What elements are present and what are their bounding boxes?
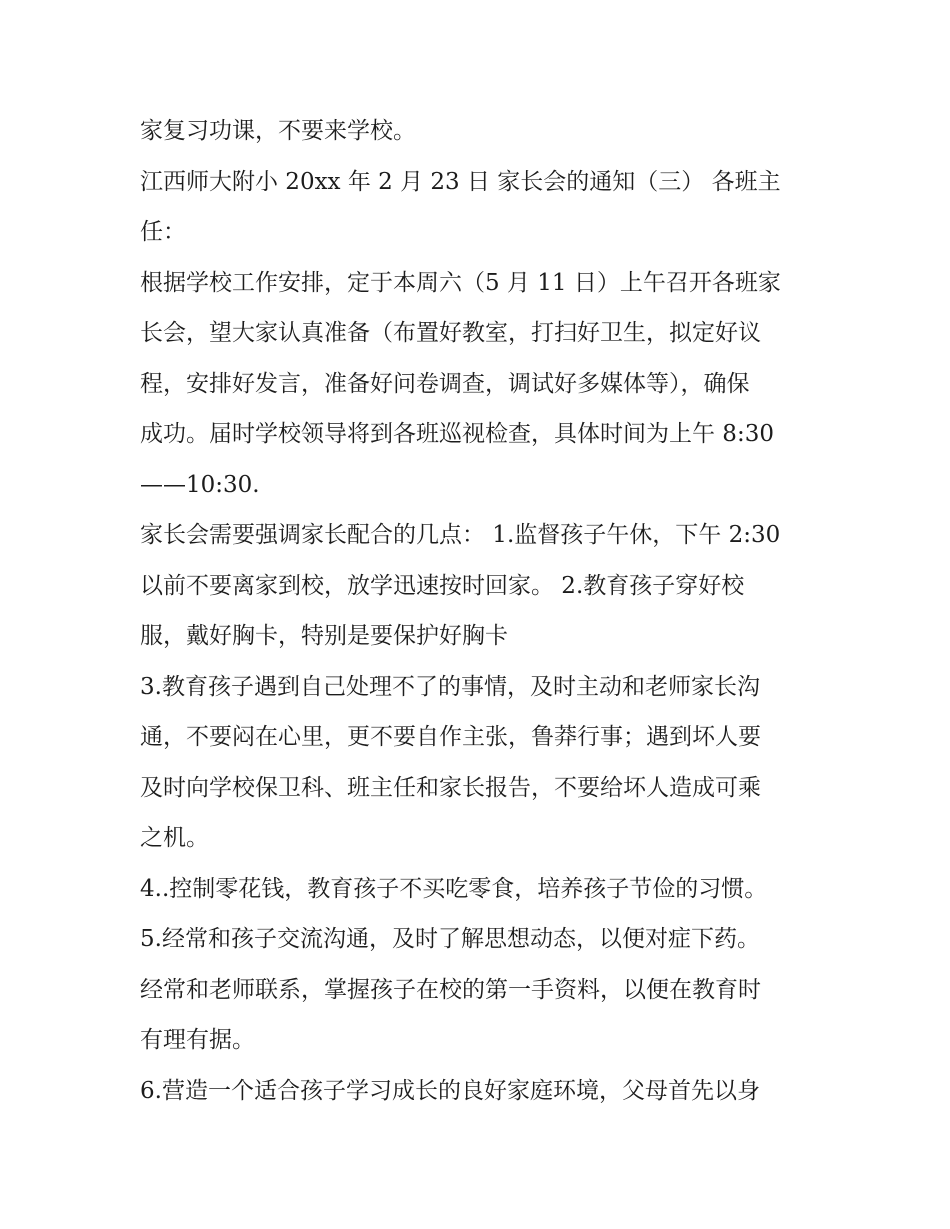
text-line: 5.经常和孩子交流沟通，及时了解思想动态，以便对症下药。 bbox=[140, 926, 760, 952]
document-body bbox=[140, 106, 820, 1116]
text-line: 长会，望大家认真准备（布置好教室，打扫好卫生，拟定好议 bbox=[140, 320, 761, 346]
text-line: 有理有据。 bbox=[140, 1027, 255, 1053]
text-line: 程，安排好发言，准备好问卷调查，调试好多媒体等），确保 bbox=[140, 370, 750, 397]
text-line: 及时向学校保卫科、班主任和家长报告，不要给坏人造成可乘 bbox=[140, 774, 761, 801]
text-line: 之机。 bbox=[140, 825, 209, 851]
text-line: 任： bbox=[140, 219, 186, 245]
text-line: ——10:30. bbox=[140, 471, 260, 498]
text-line: 根据学校工作安排，定于本周六（5 月 11 日）上午召开各班家 bbox=[140, 269, 781, 296]
text-line: 成功。届时学校领导将到各班巡视检查，具体时间为上午 8:30 bbox=[140, 421, 774, 447]
text-line: 4..控制零花钱，教育孩子不买吃零食，培养孩子节俭的习惯。 bbox=[140, 875, 768, 902]
text-line: 家长会需要强调家长配合的几点： 1.监督孩子午休，下午 2:30 bbox=[140, 522, 781, 548]
text-line: 通，不要闷在心里，更不要自作主张，鲁莽行事；遇到坏人要 bbox=[140, 724, 761, 750]
text-line: 3.教育孩子遇到自己处理不了的事情，及时主动和老师家长沟 bbox=[140, 673, 760, 700]
text-line: 家复习功课，不要来学校。 bbox=[140, 118, 416, 144]
text-line: 以前不要离家到校，放学迅速按时回家。 2.教育孩子穿好校 bbox=[140, 572, 745, 599]
text-line: 经常和老师联系，掌握孩子在校的第一手资料，以便在教育时 bbox=[140, 976, 761, 1003]
text-line: 江西师大附小 20xx 年 2 月 23 日 家长会的通知（三） 各班主 bbox=[140, 168, 781, 195]
text-line: 服，戴好胸卡，特别是要保护好胸卡 bbox=[140, 623, 508, 649]
text-line: 6.营造一个适合孩子学习成长的良好家庭环境，父母首先以身 bbox=[140, 1077, 760, 1104]
